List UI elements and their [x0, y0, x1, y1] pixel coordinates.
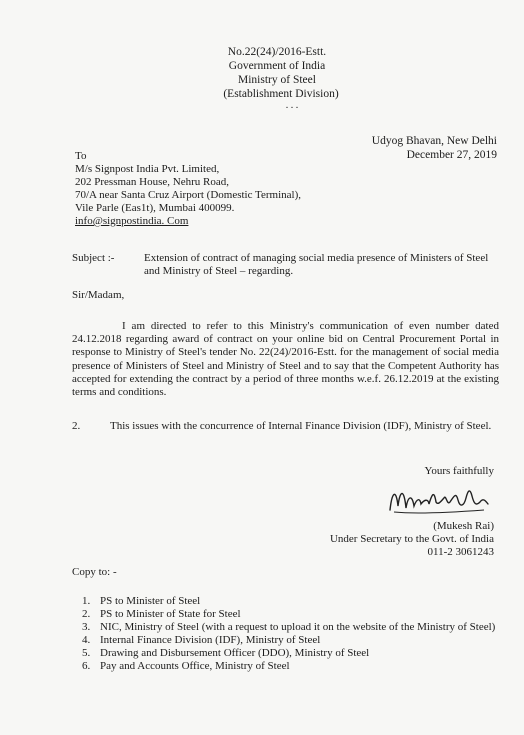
recipient-line: 70/A near Santa Cruz Airport (Domestic Terminal), — [75, 189, 301, 201]
list-number: 4. — [82, 634, 91, 646]
list-item — [82, 621, 502, 634]
letterhead — [0, 45, 524, 111]
recipient-line: M/s Signpost India Pvt. Limited, — [75, 163, 220, 175]
to-label: To — [75, 150, 87, 162]
list-number: 2. — [82, 608, 91, 620]
signatory-designation: Under Secretary to the Govt. of India — [329, 533, 494, 545]
list-text: Internal Finance Division (IDF), Ministry of Steel — [100, 634, 321, 646]
list-text: PS to Minister of State for Steel — [100, 608, 241, 620]
signatory-phone: 011-2 3061243 — [427, 546, 494, 558]
reference-number: No.22(24)/2016-Estt. — [227, 46, 327, 58]
list-item — [82, 608, 502, 621]
handwritten-signature — [384, 480, 494, 518]
list-item — [82, 647, 502, 660]
office-address: Udyog Bhavan, New Delhi — [371, 135, 497, 147]
list-text: NIC, Ministry of Steel (with a request to upload it on the website of the Ministry of Steel) — [100, 621, 496, 633]
subject-label: Subject :- — [72, 252, 115, 264]
salutation: Sir/Madam, — [72, 289, 125, 301]
recipient-address — [75, 150, 301, 228]
copy-to-label: Copy to: - — [72, 566, 117, 578]
copy-to-list — [82, 595, 502, 673]
list-item — [82, 634, 502, 647]
closing: Yours faithfully — [424, 465, 494, 477]
signature-block — [330, 465, 494, 559]
body-paragraph-2 — [72, 420, 499, 433]
place-and-date — [372, 134, 497, 162]
ministry-name: Ministry of Steel — [238, 74, 316, 86]
header-separator: . . . — [285, 100, 299, 111]
division-name: (Establishment Division) — [223, 88, 339, 100]
government-name: Government of India — [228, 60, 326, 72]
list-item — [82, 660, 502, 673]
list-number: 6. — [82, 660, 91, 672]
list-item — [82, 595, 502, 608]
list-number: 1. — [82, 595, 91, 607]
list-number: 3. — [82, 621, 91, 633]
paragraph-number: 2. — [72, 420, 81, 432]
list-text: PS to Minister of Steel — [100, 595, 201, 607]
letter-date: December 27, 2019 — [406, 149, 497, 161]
recipient-line: 202 Pressman House, Nehru Road, — [75, 176, 229, 188]
paragraph-text: This issues with the concurrence of Internal Finance Division (IDF), Ministry of Steel. — [110, 420, 492, 432]
recipient-email-link[interactable]: info@signpostindia. Com — [75, 215, 189, 227]
list-text: Drawing and Disbursement Officer (DDO), Ministry of Steel — [100, 647, 370, 659]
signatory-name: (Mukesh Rai) — [433, 520, 494, 532]
body-paragraph-1: I am directed to refer to this Ministry's communication of even number dated 24.12.2018 regarding award of contract on your online bid on Central Procurement Portal in response to Ministry of Steel's tender No. 22(24)/2016-Estt. for the management of social media presence of Ministers of Steel and Ministry of Steel and to say that the Competent Authority has accepted for extending the contract by a period of three months w.e.f. 26.12.2019 at the existing terms and conditions. — [72, 320, 499, 399]
recipient-line: Vile Parle (Eas1t), Mumbai 400099. — [75, 202, 235, 214]
subject-text: Extension of contract of managing social media presence of Ministers of Steel and Ministry of Steel – regarding. — [144, 252, 489, 277]
list-text: Pay and Accounts Office, Ministry of Steel — [100, 660, 290, 672]
list-number: 5. — [82, 647, 91, 659]
